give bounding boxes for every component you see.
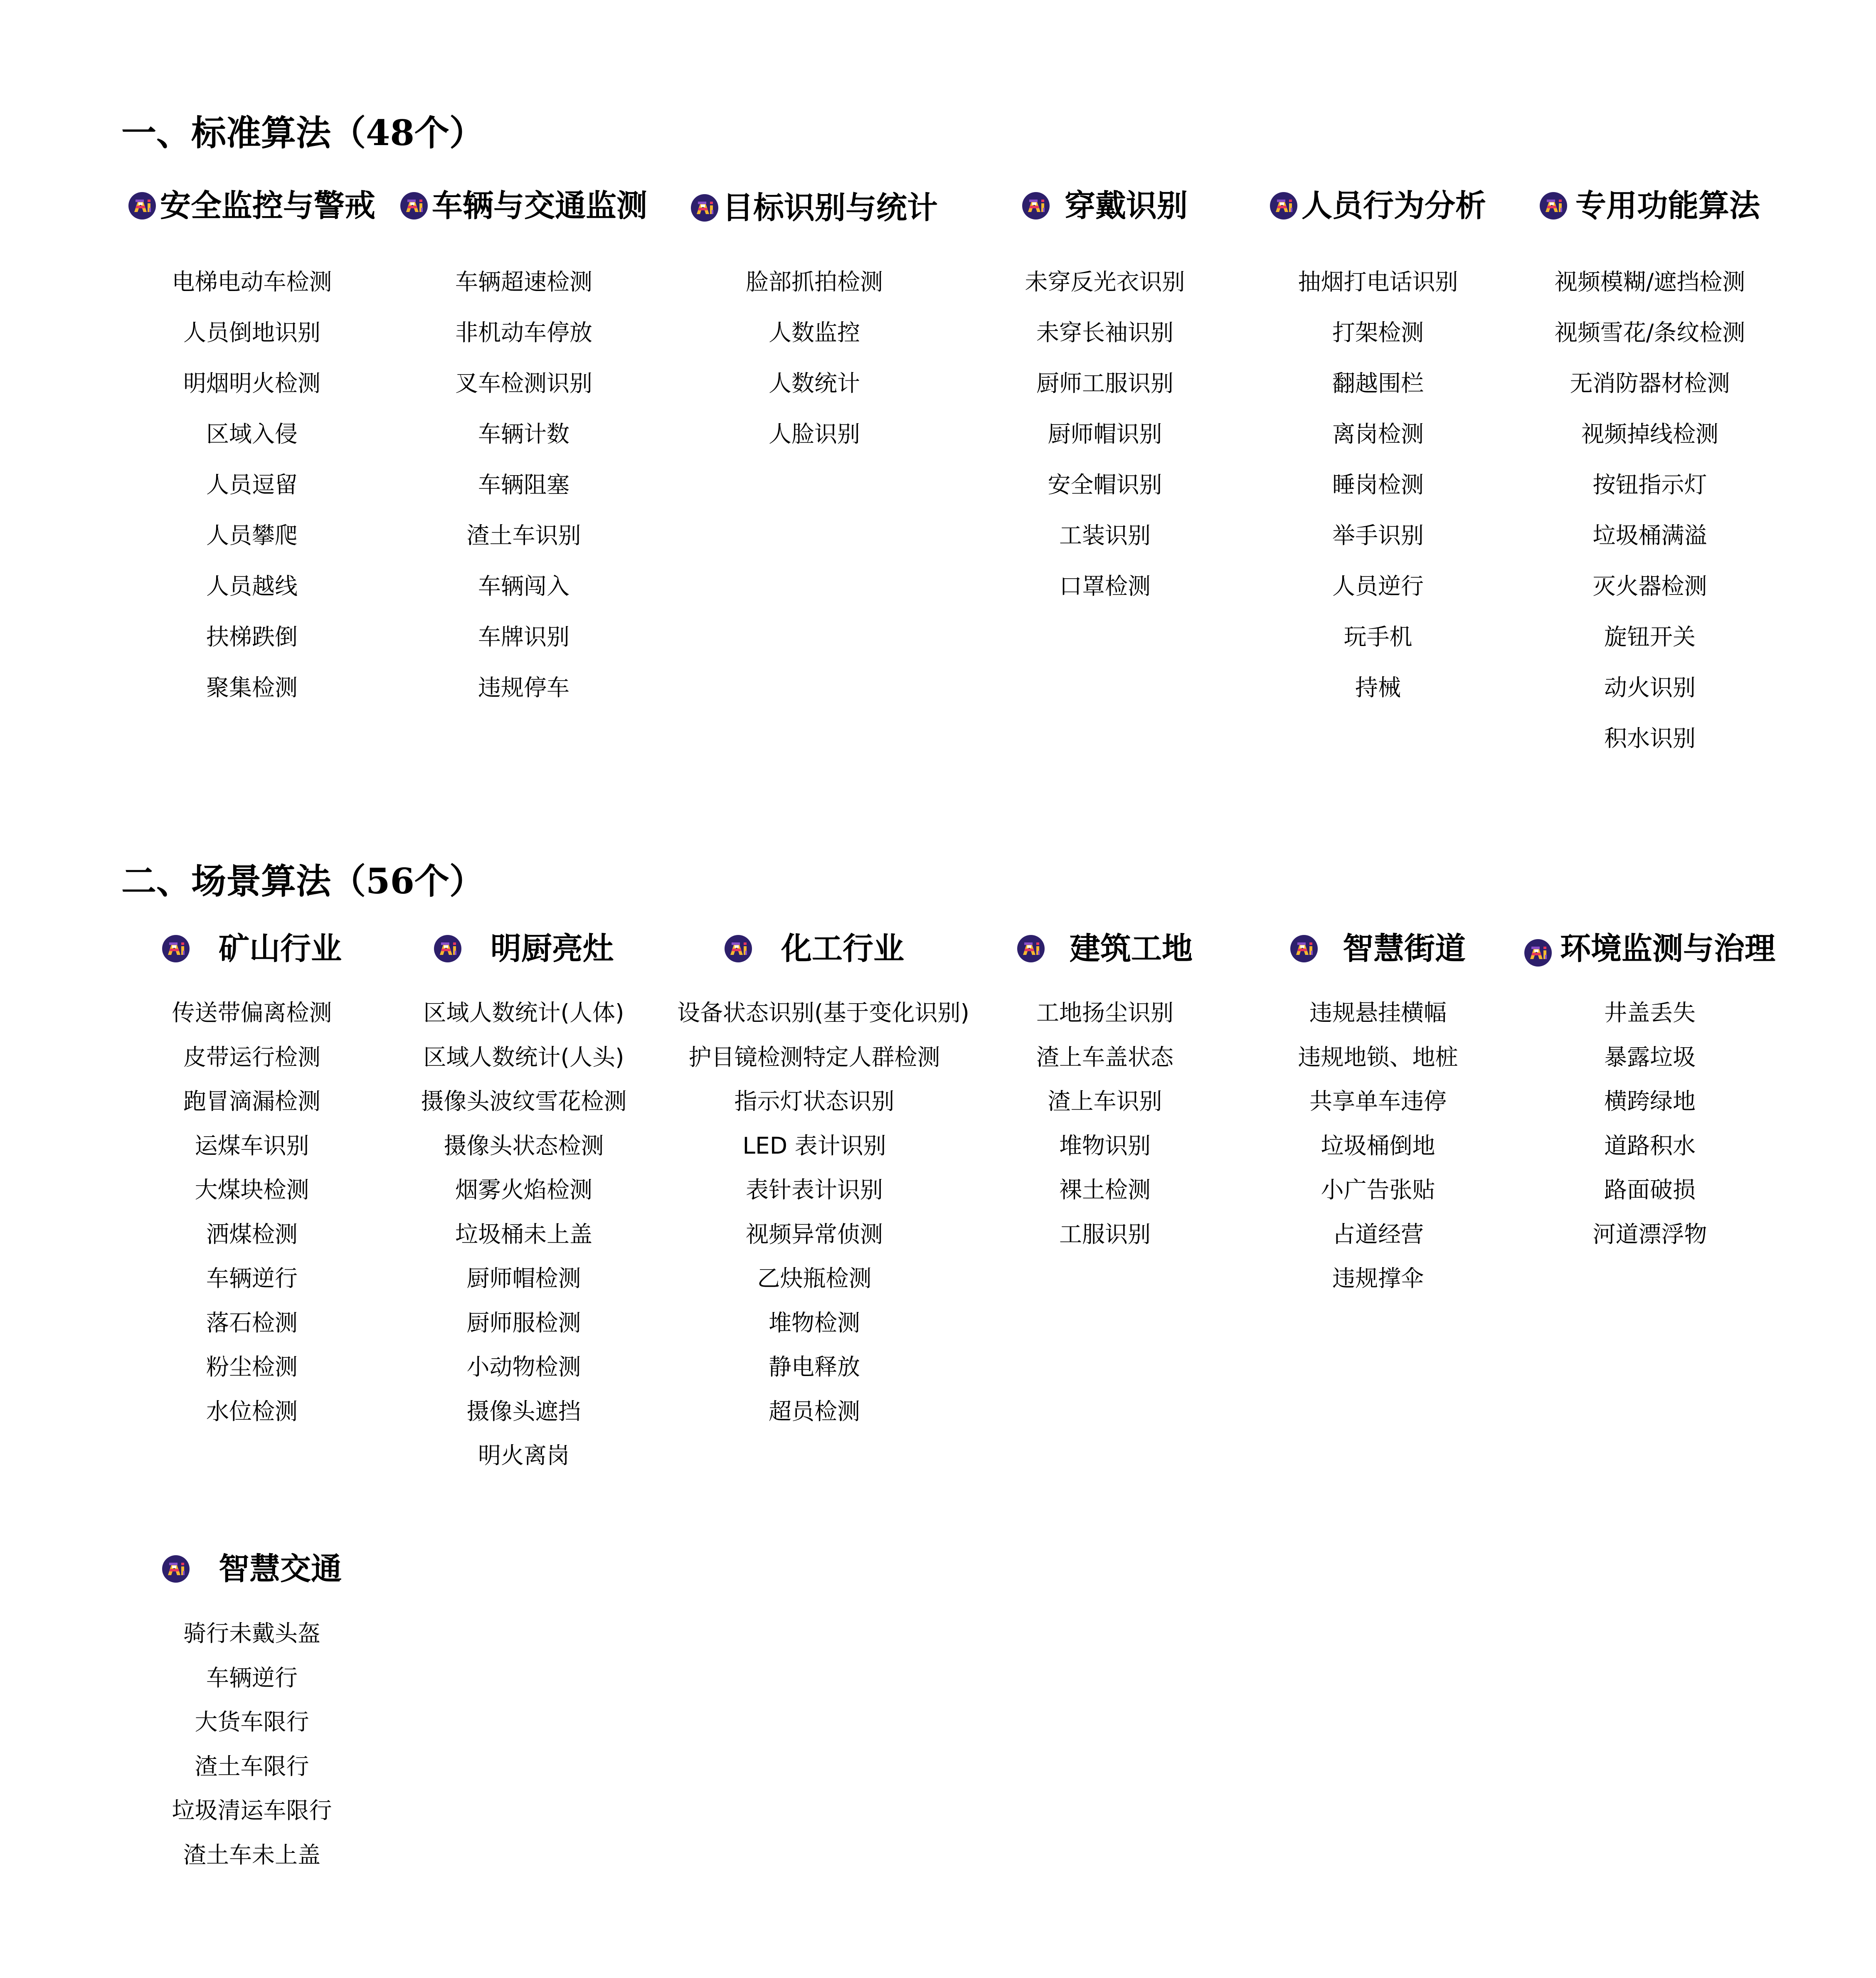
- algorithm-item: 乙炔瓶检测: [757, 1265, 872, 1292]
- algorithm-list: [387, 991, 661, 1478]
- algorithm-item: 垃圾桶倒地: [1321, 1132, 1435, 1159]
- algorithm-item: 脸部抓拍检测: [745, 269, 883, 295]
- algorithm-item: 口罩检测: [1059, 573, 1151, 599]
- algorithm-item: 小广告张贴: [1321, 1176, 1435, 1203]
- algorithm-item: 违规停车: [478, 674, 569, 701]
- algorithm-list: [1513, 256, 1787, 764]
- algorithm-item: 玩手机: [1344, 624, 1413, 650]
- algorithm-item: 车辆逆行: [206, 1265, 298, 1292]
- algorithm-item: 视频雪花/条纹检测: [1554, 319, 1745, 346]
- algorithm-item: 路面破损: [1604, 1176, 1696, 1203]
- algorithm-item: 摄像头状态检测: [444, 1132, 604, 1159]
- category-header: [1241, 185, 1515, 227]
- algorithm-item: 烟雾火焰检测: [455, 1176, 592, 1203]
- algorithm-item: 车辆闯入: [478, 573, 569, 599]
- algorithm-item: 举手识别: [1332, 522, 1424, 549]
- category-header: [677, 187, 952, 229]
- category-header: [1513, 928, 1787, 969]
- algorithm-item: 厨师服检测: [466, 1309, 581, 1336]
- algorithm-item: 明烟明火检测: [183, 370, 320, 397]
- algorithm-list: [677, 991, 969, 1433]
- category-title: 智慧交通: [219, 1551, 342, 1587]
- algorithm-item: 河道漂浮物: [1593, 1221, 1707, 1248]
- algorithm-list: [115, 1611, 389, 1877]
- ai-badge-glyph: [1524, 939, 1552, 967]
- ai-badge-glyph: [1022, 192, 1050, 220]
- algorithm-item: 裸土检测: [1059, 1176, 1151, 1203]
- algorithm-item: 厨师帽识别: [1048, 421, 1162, 447]
- category-header: [677, 928, 952, 969]
- ai-badge-glyph: [691, 194, 718, 222]
- algorithm-item: 表针表计识别: [745, 1176, 883, 1203]
- section-title-standard-algorithms: 一、标准算法（48个）: [121, 112, 484, 153]
- algorithm-item: 指示灯状态识别: [734, 1088, 895, 1115]
- ai-badge-icon: [162, 935, 190, 962]
- algorithm-item: 人员倒地识别: [183, 319, 320, 346]
- category-title: 化工行业: [781, 931, 904, 967]
- algorithm-item: 翻越围栏: [1332, 370, 1424, 397]
- ai-badge-icon: [128, 192, 156, 220]
- algorithm-item: 粉尘检测: [206, 1354, 298, 1380]
- algorithm-item: 堆物检测: [768, 1309, 860, 1336]
- algorithm-item: 车辆超速检测: [455, 269, 592, 295]
- algorithm-item: 摄像头遮挡: [466, 1398, 581, 1425]
- algorithm-item: 工装识别: [1059, 522, 1151, 549]
- algorithm-item: 持械: [1355, 674, 1401, 701]
- algorithm-item: 占道经营: [1332, 1221, 1424, 1248]
- algorithm-item: 共享单车违停: [1309, 1088, 1447, 1115]
- category-header: [387, 185, 661, 227]
- category-title: 目标识别与统计: [722, 190, 938, 226]
- algorithm-item: 抽烟打电话识别: [1298, 269, 1458, 295]
- algorithm-item: 非机动车停放: [455, 319, 592, 346]
- algorithm-item: 违规悬挂横幅: [1309, 999, 1447, 1026]
- algorithm-item: 落石检测: [206, 1309, 298, 1336]
- category-header: [1241, 928, 1515, 969]
- algorithm-item: 离岗检测: [1332, 421, 1424, 447]
- category-title: 智慧街道: [1343, 931, 1466, 967]
- algorithm-item: 传送带偏离检测: [172, 999, 332, 1026]
- ai-badge-icon: [434, 935, 461, 962]
- algorithm-item: 水位检测: [206, 1398, 298, 1425]
- ai-badge-icon: [1524, 939, 1552, 967]
- algorithm-item: 暴露垃圾: [1604, 1043, 1696, 1070]
- ai-badge-icon: [1022, 192, 1050, 220]
- algorithm-item: 人数统计: [768, 370, 860, 397]
- algorithm-item: 积水识别: [1604, 725, 1696, 752]
- algorithm-item: 超员检测: [768, 1398, 860, 1425]
- algorithm-item: 皮带运行检测: [183, 1043, 320, 1070]
- algorithm-list: [115, 256, 389, 713]
- algorithm-item: 叉车检测识别: [455, 370, 592, 397]
- algorithm-item: 打架检测: [1332, 319, 1424, 346]
- algorithm-item: 动火识别: [1604, 674, 1696, 701]
- algorithm-item: 渣上车识别: [1048, 1088, 1162, 1115]
- category-header: [115, 185, 389, 227]
- ai-badge-icon: [1540, 192, 1567, 220]
- algorithm-item: 人员逗留: [206, 471, 298, 498]
- algorithm-item: 聚集检测: [206, 674, 298, 701]
- category-title: 人员行为分析: [1302, 188, 1486, 224]
- algorithm-item: 视频掉线检测: [1581, 421, 1718, 447]
- algorithm-item: 厨师工服识别: [1036, 370, 1173, 397]
- algorithm-item: 骑行未戴头盔: [183, 1620, 320, 1647]
- algorithm-item: 渣上车盖状态: [1036, 1043, 1173, 1070]
- algorithm-item: 违规撑伞: [1332, 1265, 1424, 1292]
- category-header: [968, 185, 1242, 227]
- algorithm-item: 明火离岗: [478, 1442, 569, 1469]
- category-title: 明厨亮灶: [491, 931, 614, 967]
- algorithm-item: LED 表计识别: [742, 1132, 886, 1159]
- category-title: 安全监控与警戒: [160, 188, 375, 224]
- ai-badge-glyph: [434, 935, 461, 962]
- algorithm-list: [387, 256, 661, 713]
- ai-badge-glyph: [1540, 192, 1567, 220]
- category-header: [1513, 185, 1787, 227]
- algorithm-item: 道路积水: [1604, 1132, 1696, 1159]
- algorithm-item: 车辆逆行: [206, 1664, 298, 1691]
- algorithm-item: 未穿反光衣识别: [1025, 269, 1185, 295]
- algorithm-item: 扶梯跌倒: [206, 624, 298, 650]
- category-title: 建筑工地: [1070, 931, 1193, 967]
- algorithm-item: 护目镜检测特定人群检测: [688, 1043, 940, 1070]
- category-header: [115, 1548, 389, 1590]
- ai-badge-icon: [1017, 935, 1045, 962]
- algorithm-item: 区域人数统计(人头): [423, 1043, 624, 1070]
- algorithm-item: 违规地锁、地桩: [1298, 1043, 1458, 1070]
- category-header: [968, 928, 1242, 969]
- ai-badge-glyph: [1017, 935, 1045, 962]
- algorithm-item: 视频模糊/遮挡检测: [1554, 269, 1745, 295]
- algorithm-item: 睡岗检测: [1332, 471, 1424, 498]
- category-header: [387, 928, 661, 969]
- category-title: 车辆与交通监测: [432, 188, 647, 224]
- category-title: 矿山行业: [219, 931, 342, 967]
- algorithm-list: [1513, 991, 1787, 1256]
- ai-badge-glyph: [400, 192, 428, 220]
- algorithm-item: 无消防器材检测: [1570, 370, 1730, 397]
- algorithm-item: 垃圾桶满溢: [1593, 522, 1707, 549]
- algorithm-item: 视频异常侦测: [745, 1221, 883, 1248]
- algorithm-item: 工服识别: [1059, 1221, 1151, 1248]
- ai-badge-glyph: [1270, 192, 1297, 220]
- algorithm-item: 区域入侵: [206, 421, 298, 447]
- algorithm-item: 大煤块检测: [195, 1176, 309, 1203]
- ai-badge-icon: [400, 192, 428, 220]
- algorithm-item: 车辆阻塞: [478, 471, 569, 498]
- algorithm-item: 未穿长袖识别: [1036, 319, 1173, 346]
- algorithm-item: 跑冒滴漏检测: [183, 1088, 320, 1115]
- algorithm-item: 安全帽识别: [1048, 471, 1162, 498]
- ai-badge-icon: [725, 935, 752, 962]
- algorithm-item: 垃圾桶未上盖: [455, 1221, 592, 1248]
- algorithm-item: 人员攀爬: [206, 522, 298, 549]
- algorithm-item: 车辆计数: [478, 421, 569, 447]
- algorithm-item: 厨师帽检测: [466, 1265, 581, 1292]
- ai-badge-glyph: [162, 1555, 190, 1583]
- algorithm-item: 人员逆行: [1332, 573, 1424, 599]
- category-header: [115, 928, 389, 969]
- algorithm-item: 运煤车识别: [195, 1132, 309, 1159]
- algorithm-item: 横跨绿地: [1604, 1088, 1696, 1115]
- ai-badge-glyph: [725, 935, 752, 962]
- algorithm-list: [1241, 256, 1515, 713]
- category-title: 专用功能算法: [1575, 188, 1760, 224]
- ai-badge-glyph: [162, 935, 190, 962]
- algorithm-item: 电梯电动车检测: [172, 269, 332, 295]
- algorithm-item: 设备状态识别(基于变化识别): [677, 999, 969, 1026]
- algorithm-list: [115, 991, 389, 1433]
- algorithm-item: 工地扬尘识别: [1036, 999, 1173, 1026]
- algorithm-list: [1241, 991, 1515, 1301]
- algorithm-item: 人脸识别: [768, 421, 860, 447]
- algorithm-item: 车牌识别: [478, 624, 569, 650]
- algorithm-item: 井盖丢失: [1604, 999, 1696, 1026]
- algorithm-item: 小动物检测: [466, 1354, 581, 1380]
- algorithm-item: 垃圾清运车限行: [172, 1797, 332, 1824]
- category-title: 环境监测与治理: [1560, 931, 1775, 967]
- algorithm-item: 人数监控: [768, 319, 860, 346]
- category-title: 穿戴识别: [1065, 188, 1188, 224]
- algorithm-item: 渣土车识别: [466, 522, 581, 549]
- algorithm-item: 大货车限行: [195, 1709, 309, 1735]
- algorithm-item: 渣土车限行: [195, 1753, 309, 1780]
- algorithm-item: 渣土车未上盖: [183, 1841, 320, 1868]
- algorithm-list: [968, 991, 1242, 1256]
- algorithm-item: 摄像头波纹雪花检测: [421, 1088, 627, 1115]
- algorithm-item: 堆物识别: [1059, 1132, 1151, 1159]
- algorithm-item: 灭火器检测: [1593, 573, 1707, 599]
- algorithm-item: 洒煤检测: [206, 1221, 298, 1248]
- algorithm-item: 人员越线: [206, 573, 298, 599]
- ai-badge-icon: [1270, 192, 1297, 220]
- algorithm-list: [677, 256, 952, 459]
- algorithm-list: [968, 256, 1242, 612]
- ai-badge-icon: [691, 194, 718, 222]
- ai-badge-glyph: [1290, 935, 1318, 962]
- algorithm-item: 静电释放: [768, 1354, 860, 1380]
- algorithm-item: 按钮指示灯: [1593, 471, 1707, 498]
- section-title-scenario-algorithms: 二、场景算法（56个）: [121, 861, 484, 902]
- ai-badge-glyph: [128, 192, 156, 220]
- ai-badge-icon: [1290, 935, 1318, 962]
- algorithm-item: 旋钮开关: [1604, 624, 1696, 650]
- algorithm-item: 区域人数统计(人体): [423, 999, 624, 1026]
- ai-badge-icon: [162, 1555, 190, 1583]
